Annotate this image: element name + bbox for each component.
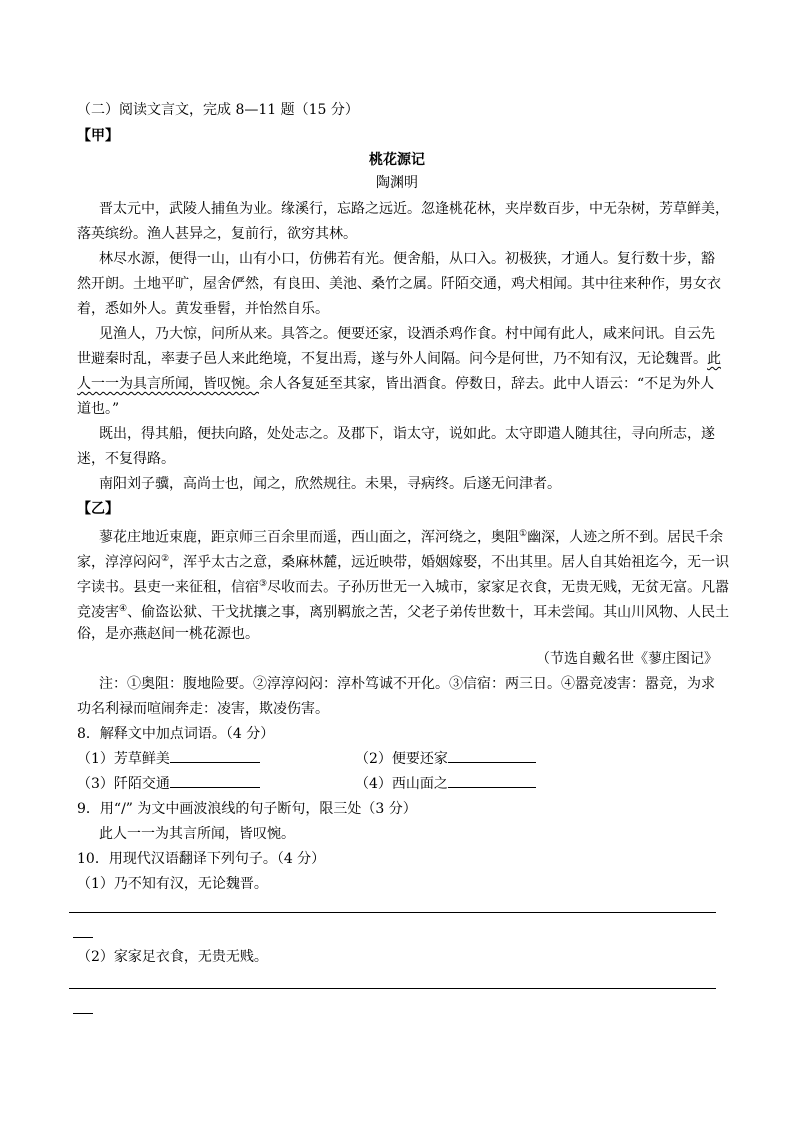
p3-line3-text: 余人各复延至其家，皆出酒食。停数日，辞去。此中人语云：“不足为外人 <box>259 376 715 392</box>
footnote-marker-1: ① <box>519 529 528 539</box>
passage-a-p2-line1: 林尽水源，便得一山，山有小口，仿佛若有光。便舍船，从口入。初极狭，才通人。复行数十步，豁 <box>99 251 715 267</box>
passage-b-line3-b: 尽收而去。子孙历世无一入城市，家家足衣食，无贵无贱，无贫无富。凡嚣 <box>267 579 730 596</box>
passage-a-p4-line2: 迷，不复得路。 <box>77 451 175 467</box>
q9-stem: 9．用“/” 为文中画波浪线的句子断句，限三处（3 分） <box>77 801 417 817</box>
q8-stem: 8．解释文中加点词语。（4 分） <box>77 726 275 742</box>
q8-answer-blank-3[interactable] <box>170 773 260 788</box>
footnote-marker-3: ③ <box>259 579 268 589</box>
passage-a-p3-line2 <box>77 348 721 370</box>
q10-stem: 10．用现代汉语翻译下列句子。（4 分） <box>77 851 326 867</box>
passage-b-line4-a: 竞凌害 <box>77 604 119 621</box>
q8-item-3 <box>77 773 260 795</box>
notes-line1: 注：①奥阻：腹地险要。②淳淳闷闷：淳朴笃诚不开化。③信宿：两三日。④嚣竞凌害：嚣竞，为求 <box>99 676 715 692</box>
passage-a-p3-line1: 见渔人，乃大惊，问所从来。具答之。便要还家，设酒杀鸡作食。村中闻有此人，咸来问讯。自云先 <box>99 326 715 342</box>
section-heading: （二）阅读文言文，完成 8—11 题（15 分） <box>77 102 359 118</box>
q8-answer-blank-4[interactable] <box>448 773 536 788</box>
q8-item-1-label: （1）芳草鲜美 <box>77 751 170 767</box>
footnote-marker-4: ④ <box>119 604 128 614</box>
footnote-marker-2: ② <box>161 554 170 564</box>
passage-a-p3-line3 <box>77 373 714 395</box>
passage-a-p1-line2: 落英缤纷。渔人甚异之，复前行，欲穷其林。 <box>77 226 357 242</box>
passage-b-line1-b: 幽深，人迹之所不到。居民千余 <box>527 529 724 546</box>
notes-line2: 功名利禄而喧闹奔走：凌害，欺凌伤害。 <box>77 701 329 717</box>
passage-a-p5-line1: 南阳刘子骥，高尚士也，闻之，欣然规往。未果，寻病终。后遂无问津者。 <box>99 476 561 492</box>
passage-a-author: 陶渊明 <box>376 175 418 191</box>
passage-b-line5: 俗，是亦燕赵间一桃花源也。 <box>77 626 259 642</box>
q8-answer-blank-2[interactable] <box>448 748 536 763</box>
passage-a-p2-line2: 然开朗。土地平旷，屋舍俨然，有良田、美池、桑竹之属。阡陌交通，鸡犬相闻。其中往来种作，男女衣 <box>77 276 721 292</box>
q10-answer-line-2-end <box>73 1013 93 1014</box>
passage-b-line4-b: 、偷盗讼狱、干戈扰攘之事，离别羁旅之苦，父老子弟传世数十，耳未尝闻。其山川风物、人民土 <box>127 604 730 621</box>
p3-line2-text: 世避秦时乱，率妻子邑人来此绝境，不复出焉，遂与外人间隔。问今是何世，乃不知有汉，无论魏晋。 <box>77 351 707 367</box>
q10-answer-line-2[interactable] <box>69 988 716 989</box>
passage-b-line4 <box>77 598 729 624</box>
passage-a-p4-line1: 既出，得其船，便扶向路，处处志之。及郡下，诣太守，说如此。太守即遣人随其往，寻向所志，遂 <box>99 426 715 442</box>
q9-sentence: 此人一一为其言所闻，皆叹惋。 <box>99 826 295 842</box>
q8-answer-blank-1[interactable] <box>170 748 260 763</box>
q8-item-4 <box>355 773 536 795</box>
passage-b-line2 <box>77 548 729 574</box>
passage-b-source: （节选自戴名世《蓼庄图记》 <box>536 651 718 667</box>
passage-b-line2-b: ，浑乎太古之意，桑麻林麓，远近映带，婚姻嫁娶，不出其里。居人自其始祖迄今，无一识 <box>169 554 730 571</box>
q10-answer-line-1[interactable] <box>69 912 716 913</box>
wavy-sentence-start: 此 <box>707 351 721 367</box>
q10-answer-line-1-end <box>73 937 93 938</box>
passage-a-title: 桃花源记 <box>369 152 425 168</box>
q8-item-3-label: （3）阡陌交通 <box>77 776 170 792</box>
q8-item-4-label: （4）西山面之 <box>355 776 448 792</box>
passage-a-p3-line4: 道也。” <box>77 401 120 417</box>
passage-b-line1 <box>99 523 723 549</box>
q8-item-1 <box>77 748 260 770</box>
passage-b-line3-a: 字读书。县吏一来征租，信宿 <box>77 579 259 596</box>
passage-b-line2-a: 家，淳淳闷闷 <box>77 554 161 571</box>
part-b-label: 【乙】 <box>77 501 119 517</box>
q8-item-2-label: （2）便要还家 <box>355 751 448 767</box>
passage-b-line3 <box>77 573 729 599</box>
q10-item-2: （2）家家足衣食，无贵无贱。 <box>77 949 268 965</box>
q10-item-1: （1）乃不知有汉，无论魏晋。 <box>77 876 268 892</box>
passage-b-line1-a: 蓼花庄地近束鹿，距京师三百余里而遥，西山面之，浑河绕之，奥阻 <box>99 529 519 546</box>
passage-a-p1-line1: 晋太元中，武陵人捕鱼为业。缘溪行，忘路之远近。忽逢桃花林，夹岸数百步，中无杂树，芳草鲜美， <box>99 201 729 217</box>
q8-item-2 <box>355 748 536 770</box>
part-a-label: 【甲】 <box>77 128 119 144</box>
wavy-sentence: 人一一为具言所闻，皆叹惋。 <box>77 376 259 392</box>
passage-a-p2-line3: 着，悉如外人。黄发垂髫，并怡然自乐。 <box>77 301 329 317</box>
